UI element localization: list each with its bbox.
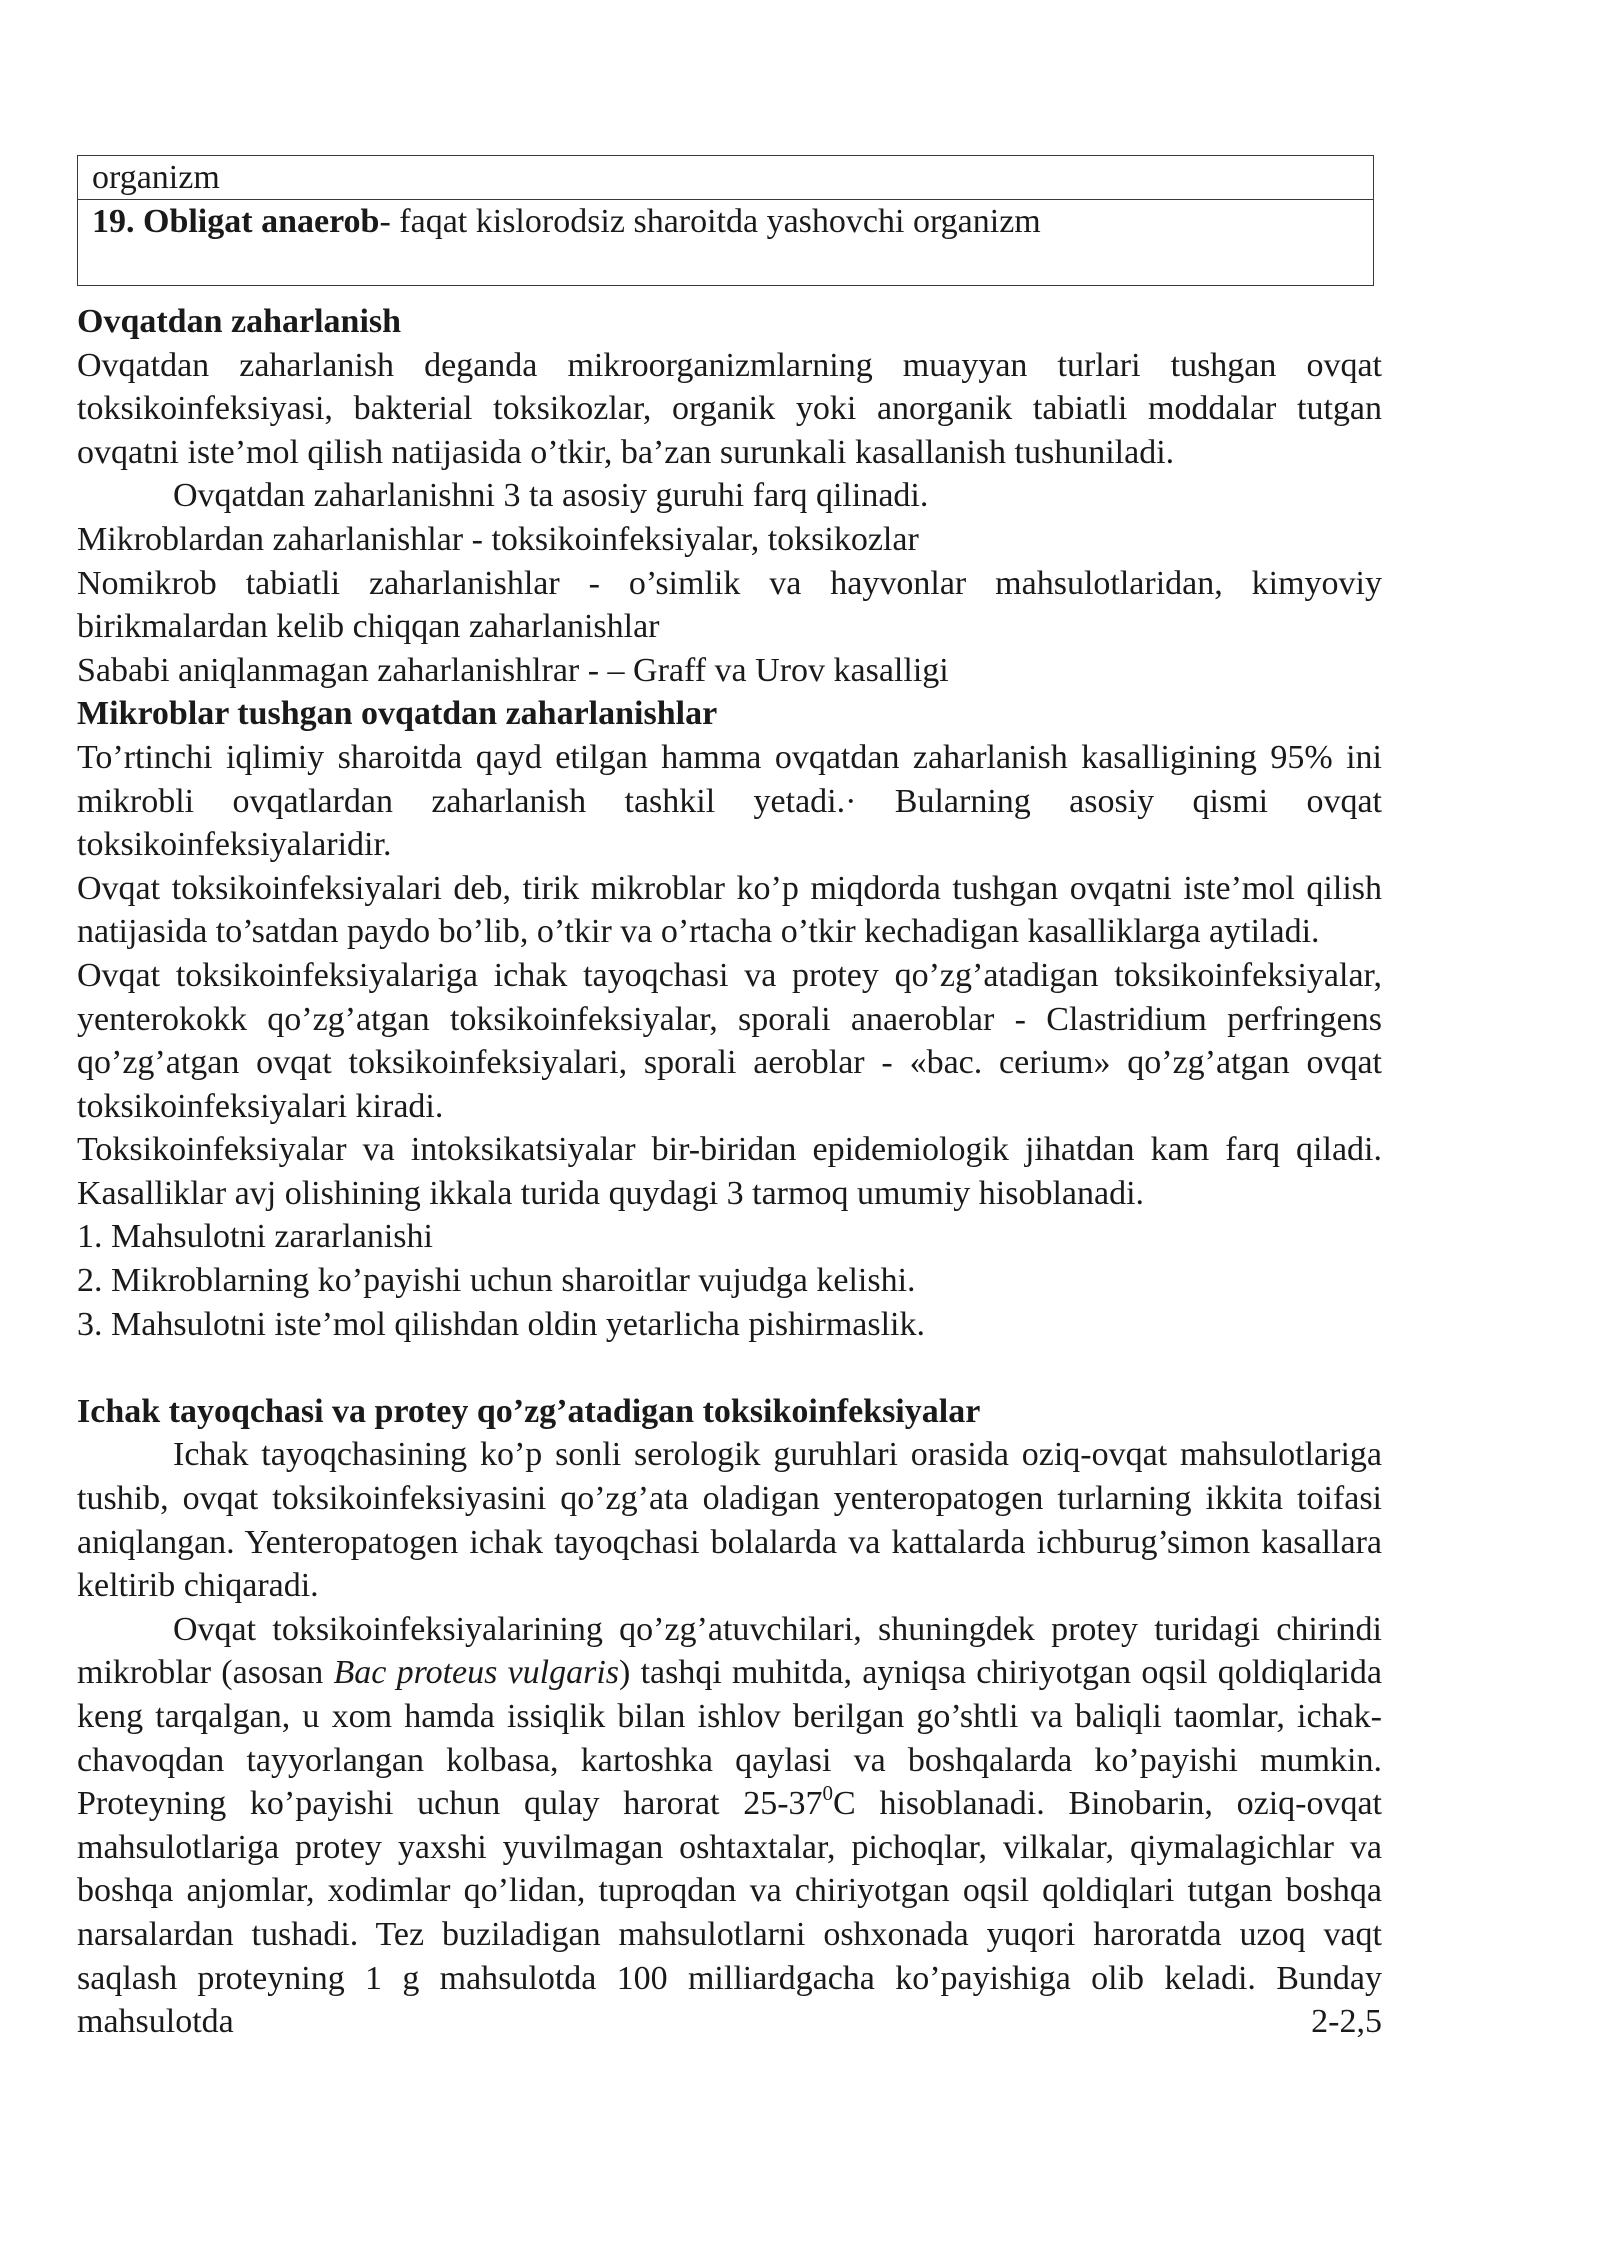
paragraph: Sababi aniqlanmagan zaharlanishlrar - – Graff va Urov kasalligi: [77, 651, 949, 689]
paragraph: Toksikoinfeksiyalar va intoksikatsiyalar bir-biridan epidemiologik jihatdan kam farq qiladi. Kasalliklar avj olishining ikkala turida quydagi 3 tarmoq umumiy hisoblanadi.: [77, 1131, 1382, 1212]
table-row: [78, 200, 1374, 286]
definition-table: [77, 155, 1374, 286]
paragraph: Ovqatdan zaharlanish deganda mikroorganizmlarning muayyan turlari tushgan ovqat toksikoinfeksiyasi, bakterial toksikozlar, organik yoki anorganik tabiatli moddalar tutgan ovqatni iste’mol qilish natijasida o’tkir, ba’zan surunkali kasallanish tushuniladi.: [77, 346, 1382, 471]
page-content: [77, 155, 1382, 2044]
table-row: [78, 156, 1374, 200]
paragraph: Mikroblardan zaharlanishlar - toksikoinfeksiyalar, toksikozlar: [77, 520, 919, 558]
paragraph-text: ) tashqi muhitda, ayniqsa chiriyotgan oqsil qoldiqlarida keng tarqalgan, u xom hamda issiqlik bilan ishlov berilgan go’shtli va baliqli taomlar, ichak-chavoqdan tayyorlangan kolbasa, kartoshka qaylasi va boshqalarda ko’payishi mumkin. Proteyning ko’payishi uchun qulay harorat 25-37: [77, 1654, 1383, 1823]
table-cell: organizm: [78, 156, 1374, 200]
paragraph-text: C hisoblanadi. Binobarin, oziq-ovqat mahsulotlariga protey yaxshi yuvilmagan oshtaxtalar, pichoqlar, vilkalar, qiymalagichlar va boshqa anjomlar, xodimlar qo’lidan, tuproqdan va chiriyotgan oqsil qoldiqlari tutgan boshqa narsalardan tushadi. Tez buziladigan mahsulotlarni oshxonada yuqori haroratda uzoq vaqt saqlash proteyning 1 g mahsulotda 100 milliardgacha ko’payishiga olib keladi. Bunday mahsulotda 2-2,5: [77, 1785, 1382, 2041]
section-heading: Ovqatdan zaharlanish: [77, 303, 402, 340]
superscript-degree: 0: [822, 1781, 834, 1806]
table-cell: [78, 200, 1374, 286]
list-item: 1. Mahsulotni zararlanishi: [77, 1218, 433, 1256]
paragraph: Ovqat toksikoinfeksiyalari deb, tirik mikroblar ko’p miqdorda tushgan ovqatni iste’mol qilish natijasida to’satdan paydo bo’lib, o’tkir va o’rtacha o’tkir kechadigan kasalliklarga aytiladi.: [77, 869, 1382, 951]
paragraph: Ichak tayoqchasining ko’p sonli serologik guruhlari orasida oziq-ovqat mahsulotlariga tushib, ovqat toksikoinfeksiyasini qo’zg’ata oladigan yenteropatogen turlarning ikkita toifasi aniqlangan. Yenteropatogen ichak tayoqchasi bolalarda va kattalarda ichburug’simon kasallara keltirib chiqaradi.: [77, 1436, 1382, 1605]
term-label: 19. Obligat anaerob: [92, 203, 380, 240]
paragraph: Nomikrob tabiatli zaharlanishlar - o’simlik va hayvonlar mahsulotlaridan, kimyoviy birikmalardan kelib chiqqan zaharlanishlar: [77, 564, 1382, 646]
list-item: 2. Mikroblarning ko’payishi uchun sharoitlar vujudga kelishi.: [77, 1262, 916, 1300]
paragraph: To’rtinchi iqlimiy sharoitda qayd etilgan hamma ovqatdan zaharlanish kasalligining 95% ini mikrobli ovqatlardan zaharlanish tashkil yetadi.· Bularning asosiy qismi ovqat toksikoinfeksiyalaridir.: [77, 738, 1382, 864]
term-definition: - faqat kislorodsiz sharoitda yashovchi organizm: [379, 203, 1041, 240]
section-heading: Mikroblar tushgan ovqatdan zaharlanishlar: [77, 695, 718, 733]
paragraph: [77, 1608, 1382, 2044]
species-name: Bac proteus vulgaris: [333, 1654, 620, 1692]
paragraph: Ovqat toksikoinfeksiyalariga ichak tayoqchasi va protey qo’zg’atadigan toksikoinfeksiyalar, yenterokokk qo’zg’atgan toksikoinfeksiyalar, sporali anaeroblar - Clastridium perfringens qo’zg’atgan ovqat toksikoinfeksiyalari, sporali aeroblar - «bac. cerium» qo’zg’atgan ovqat toksikoinfeksiyalari kiradi.: [77, 956, 1382, 1125]
section-heading: Ichak tayoqchasi va protey qo’zg’atadigan toksikoinfeksiyalar: [77, 1392, 981, 1430]
list-item: 3. Mahsulotni iste’mol qilishdan oldin yetarlicha pishirmaslik.: [77, 1305, 926, 1343]
paragraph: Ovqatdan zaharlanishni 3 ta asosiy guruhi farq qilinadi.: [173, 477, 929, 515]
paragraph-text: Ovqat toksikoinfeksiyalarining qo’zg’atuvchilari, shuningdek protey turidagi chirindi mikroblar (asosan: [77, 1610, 1382, 1692]
